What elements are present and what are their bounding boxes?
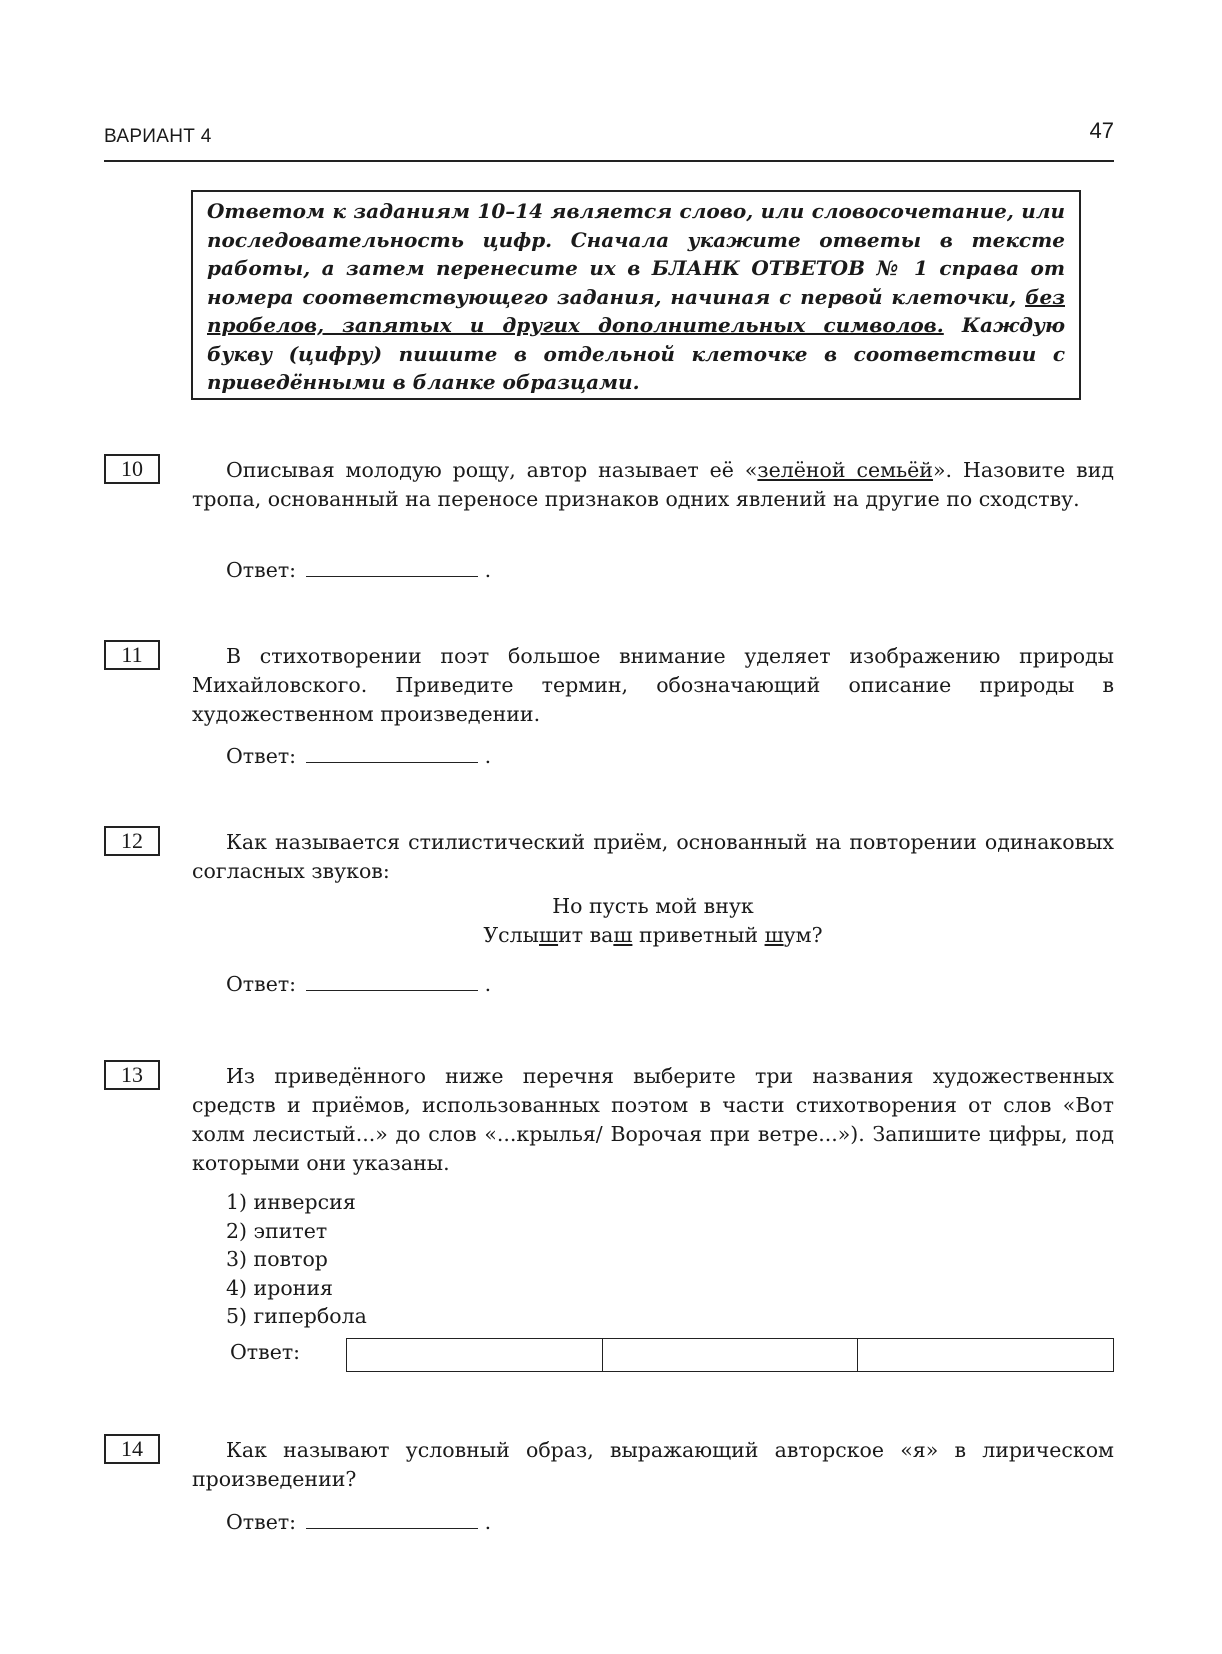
answer-cell[interactable] (603, 1339, 859, 1371)
poem-line: Но пусть мой внук (552, 894, 754, 918)
instructions-text: Ответом к заданиям 10–14 является слово, или словосочетание, или последовательность цифр. Сначала укажите ответы в тексте работы, а затем перенесите их в БЛАНК ОТВЕТОВ № 1 справа от номера соответствующего задания, начиная с первой клеточки, (207, 199, 1065, 309)
answer-label: Ответ: (226, 972, 297, 996)
option-item: 3) повтор (226, 1247, 328, 1271)
page-header (104, 116, 1114, 162)
answer-blank[interactable] (306, 558, 478, 577)
answer-blank[interactable] (306, 972, 478, 991)
answer-blank[interactable] (306, 1510, 478, 1529)
task-text-part: Описывая молодую рощу, автор называет её « (226, 458, 758, 482)
task-text-underlined: зелёной семьёй (757, 458, 933, 482)
poem-line: Услышит ваш приветный шум? (483, 923, 823, 947)
answer-line (226, 972, 491, 996)
variant-label: ВАРИАНТ 4 (104, 126, 212, 147)
task-text: Как называется стилистический приём, основанный на повторении одинаковых согласных звуков: (192, 830, 1114, 883)
option-item: 1) инверсия (226, 1190, 356, 1214)
options-list (226, 1188, 367, 1331)
answer-grid (346, 1338, 1114, 1372)
answer-line (226, 1510, 491, 1534)
answer-end: . (484, 1510, 492, 1534)
task-text: Как называют условный образ, выражающий авторское «я» в лирическом произведении? (192, 1438, 1114, 1491)
answer-label: Ответ: (226, 558, 297, 582)
page-number: 47 (1089, 118, 1114, 143)
instructions-box (191, 190, 1081, 400)
poem-excerpt (192, 892, 1114, 950)
answer-line (226, 558, 491, 582)
answer-line (226, 744, 491, 768)
option-item: 5) гипербола (226, 1304, 367, 1328)
answer-cell[interactable] (858, 1339, 1113, 1371)
answer-blank[interactable] (306, 744, 478, 763)
answer-label: Ответ: (226, 744, 297, 768)
instructions-text-end: Каждую букву (цифру) пишите в отдельной клеточке в соответствии с приведёнными в бланке образцами. (207, 313, 1065, 394)
answer-end: . (484, 558, 492, 582)
task-text-part: ». Назовите вид тропа, основанный на переносе признаков одних явлений на другие по сходству. (192, 458, 1115, 511)
answer-label: Ответ: (230, 1340, 301, 1364)
answer-cell[interactable] (347, 1339, 603, 1371)
task-text (192, 456, 1114, 514)
task-number: 11 (104, 640, 160, 670)
task-number: 10 (104, 454, 160, 484)
option-item: 4) ирония (226, 1275, 333, 1300)
answer-end: . (484, 744, 492, 768)
task-number: 14 (104, 1434, 160, 1464)
task-number: 12 (104, 826, 160, 856)
answer-label: Ответ: (226, 1510, 297, 1534)
task-number: 13 (104, 1060, 160, 1090)
instructions-underlined: без пробелов, запятых и других дополнительных символов. (207, 284, 1065, 337)
option-item: 2) эпитет (226, 1218, 328, 1243)
task-text: В стихотворении поэт большое внимание уделяет изображению природы Михайловского. Приведите термин, обозначающий описание природы в художественном произведении. (192, 644, 1114, 726)
answer-end: . (484, 972, 492, 996)
task-text: Из приведённого ниже перечня выберите три названия художественных средств и приёмов, использованных поэтом в части стихотворения от слов «Вот холм лесистый...» до слов «...крылья/ Ворочая при ветре...»). Запишите цифры, под которыми они указаны. (192, 1064, 1114, 1175)
